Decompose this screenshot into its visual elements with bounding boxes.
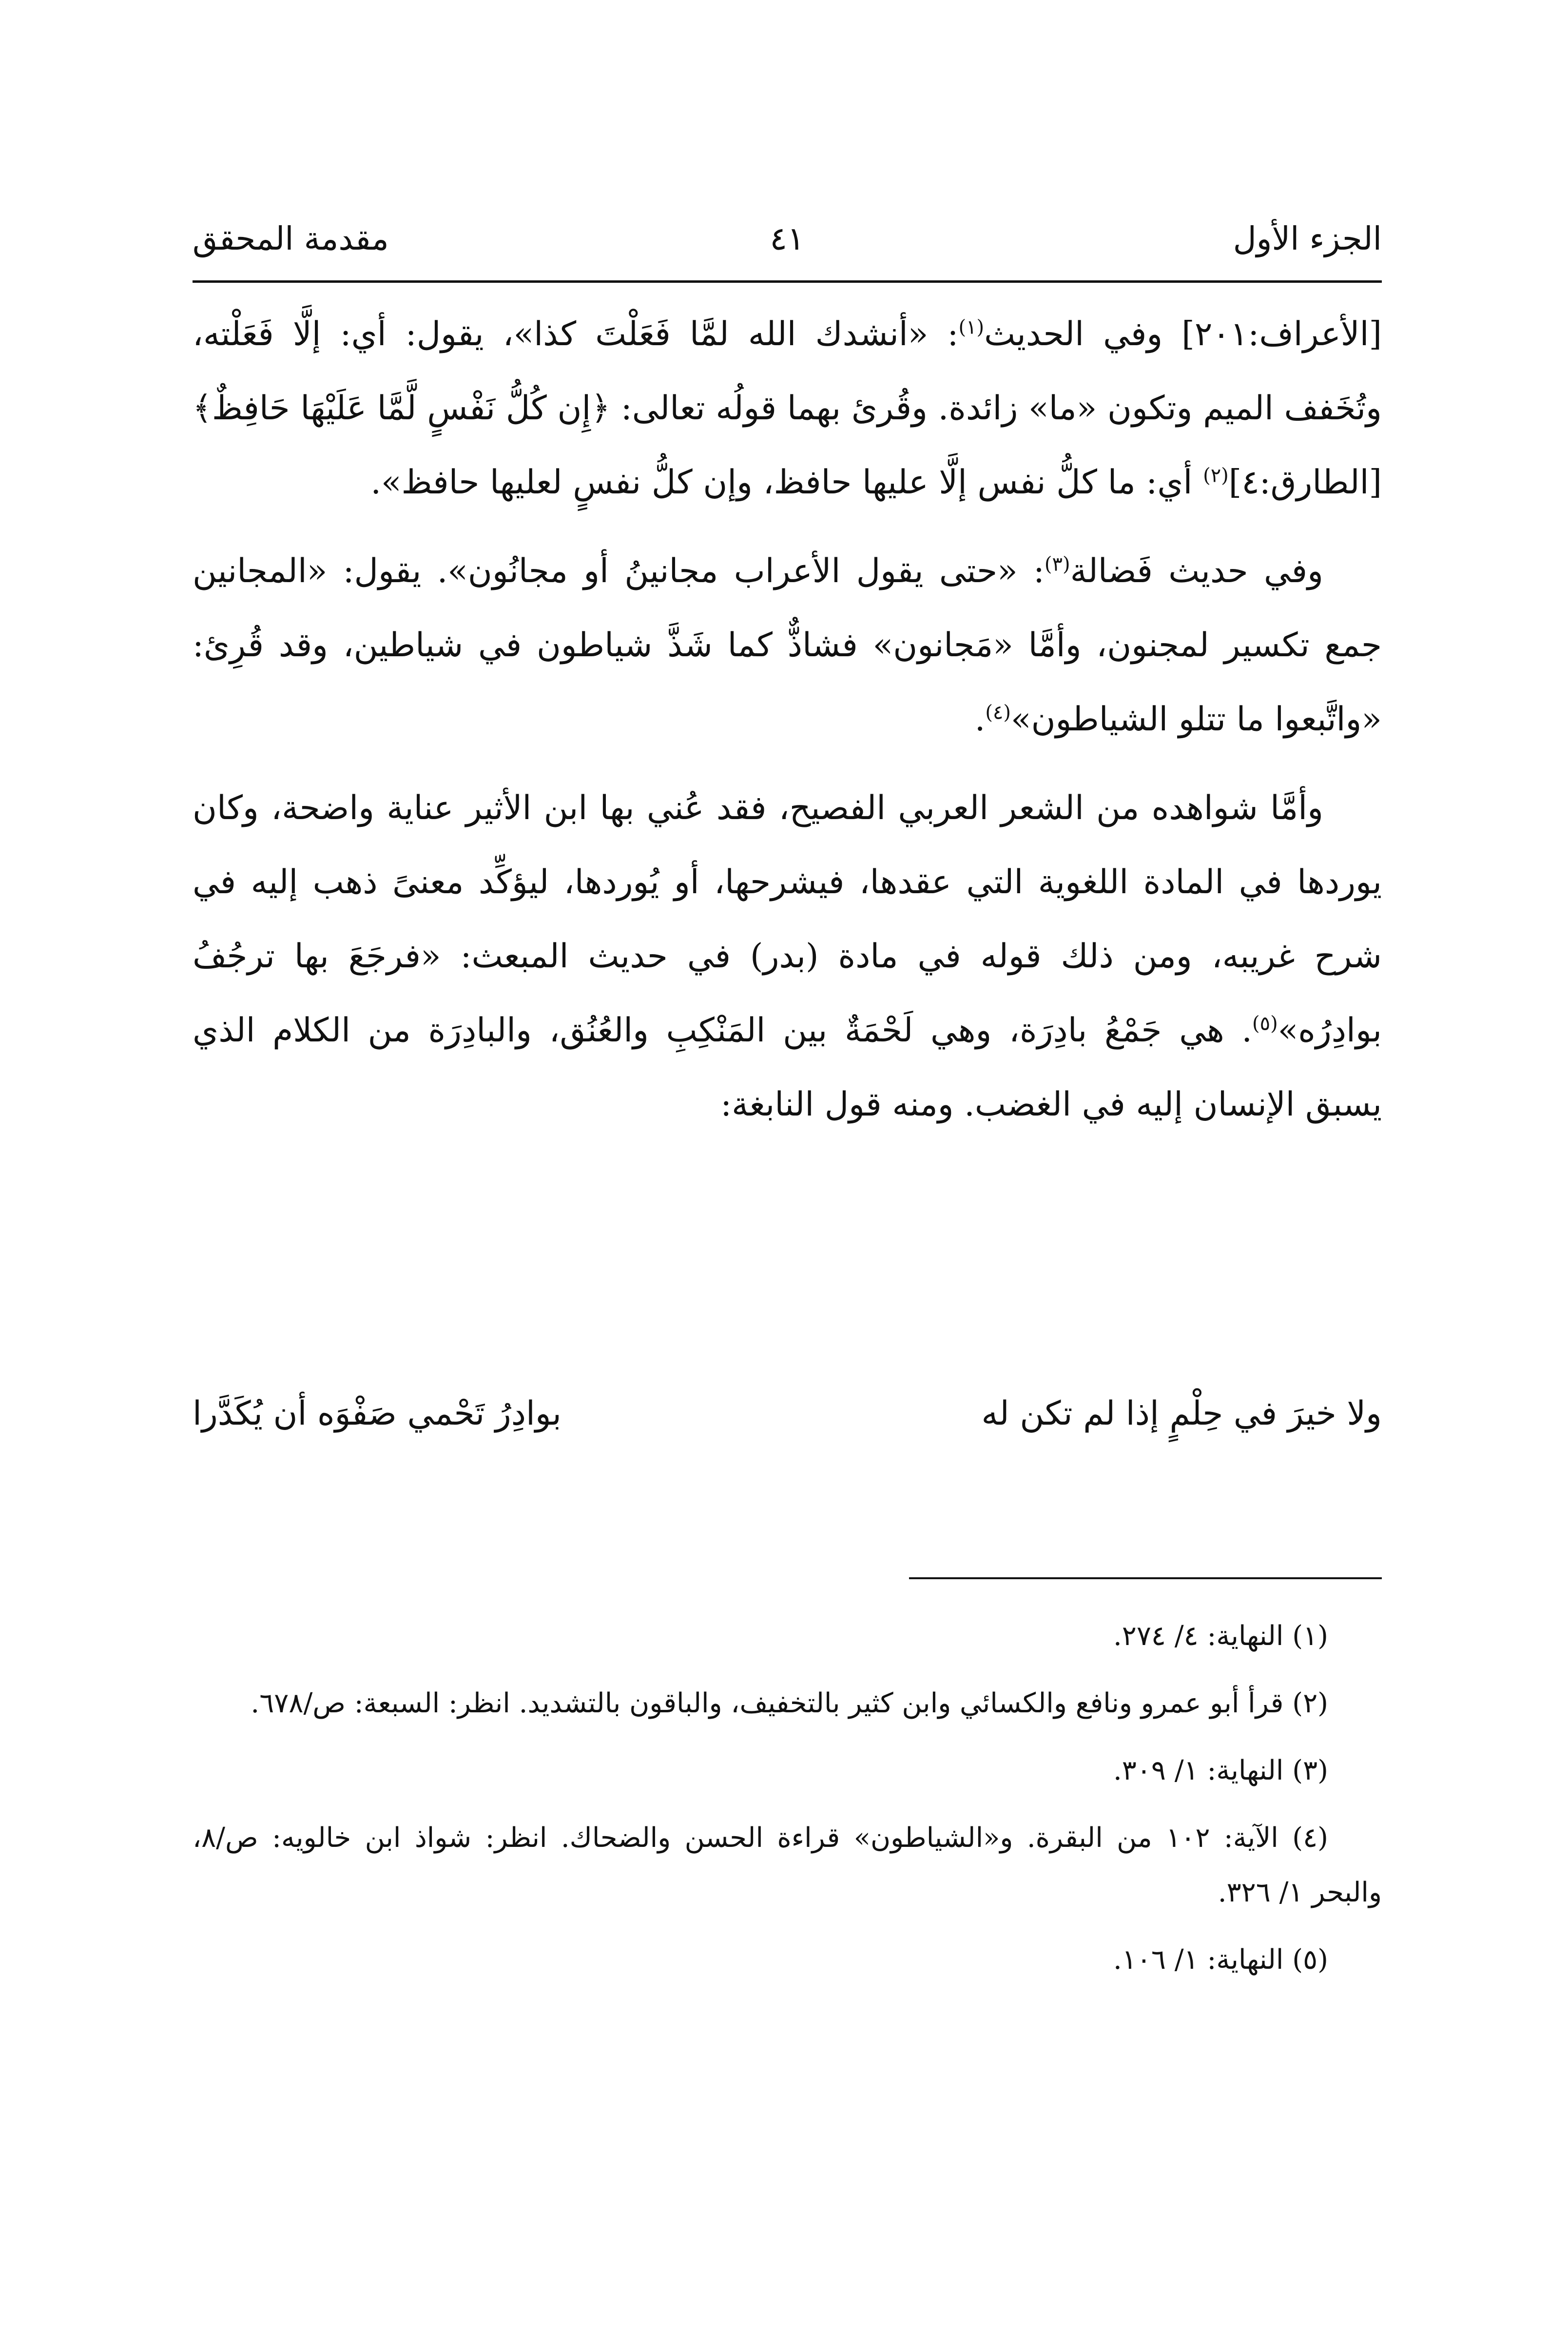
para2-text-b: : «حتى يقول الأعراب مجانينُ أو مجانُون». يقول: «المجانين جمع تكسير لمجنون، وأمَّا «مَجانون» فشاذٌّ كما شَذَّ شياطون في شياطين، وقد قُرِئ: «واتَّبعوا ما تتلو الشياطون» <box>193 552 1382 739</box>
footnotes <box>193 1609 1382 2000</box>
para2-text-a: وفي حديث فَضالة <box>1070 552 1324 590</box>
footnote-ref-4: (٤) <box>985 701 1011 724</box>
footnote-4: (٤) الآية: ١٠٢ من البقرة. و«الشياطون» قراءة الحسن والضحاك. انظر: شواذ ابن خالويه: ص/٨، والبحر ١/ ٣٢٦. <box>193 1822 1382 1908</box>
verse-first-hemistich: ولا خيرَ في حِلْمٍ إذا لم تكن له <box>981 1394 1382 1433</box>
paragraph-1 <box>193 297 1382 520</box>
para1-text-c: أي: ما كلُّ نفس إلَّا عليها حافظ، وإن كلُّ نفسٍ لعليها حافظ». <box>370 463 1203 502</box>
running-header <box>193 215 1382 278</box>
para2-text-c: . <box>974 700 986 739</box>
header-divider <box>193 280 1382 283</box>
main-text <box>193 297 1382 1156</box>
paragraph-2 <box>193 534 1382 757</box>
section-title: مقدمة المحقق <box>193 220 389 257</box>
footnote-ref-5: (٥) <box>1252 1012 1278 1035</box>
footnote-5: (٥) النهاية: ١/ ١٠٦. <box>1113 1944 1328 1976</box>
verse-second-hemistich: بوادِرُ تَحْمي صَفْوَه أن يُكَدَّرا <box>193 1394 561 1433</box>
footnote-ref-3: (٣) <box>1044 553 1070 576</box>
footnote-2: (٢) قرأ أبو عمرو ونافع والكسائي وابن كثير بالتخفيف، والباقون بالتشديد. انظر: السبعة: ص/٦٧٨. <box>251 1687 1328 1719</box>
footnote-ref-1: (١) <box>958 316 985 339</box>
para1-text-b: : «أنشدك الله لمَّا فَعَلْتَ كذا»، يقول: أي: إلَّا فَعَلْته، وتُخَفف الميم وتكون «ما» زائدة. وقُرئ بهما قولُه تعالى: ﴿إِن كُلُّ نَفْسٍ لَّمَّا عَلَيْهَا حَافِظٌ﴾ [الطارق:٤] <box>193 315 1382 502</box>
paragraph-3 <box>193 771 1382 1142</box>
footnote-ref-2: (٢) <box>1203 464 1229 487</box>
para1-text-a: [الأعراف:٢٠١] وفي الحديث <box>984 315 1382 353</box>
footnote-1: (١) النهاية: ٤/ ٢٧٤. <box>1113 1620 1328 1652</box>
page-number: ٤١ <box>770 220 805 257</box>
para3-text-a: وأمَّا شواهده من الشعر العربي الفصيح، فقد عُني بها ابن الأثير عناية واضحة، وكان يوردها في المادة اللغوية التي عقدها، فيشرحها، أو يُوردها، ليؤكِّد معنىً ذهب إليه في شرح غريبه، ومن ذلك قوله في مادة (بدر) في حديث المبعث: «فرجَعَ بها ترجُفُ بوادِرُه» <box>193 789 1382 1050</box>
footnote-divider <box>909 1577 1382 1579</box>
footnote-3: (٣) النهاية: ١/ ٣٠٩. <box>1113 1755 1328 1786</box>
volume-title: الجزء الأول <box>1233 220 1382 257</box>
para3-text-b: . هي جَمْعُ بادِرَة، وهي لَحْمَةٌ بين المَنْكِبِ والعُنُق، والبادِرَة من الكلام الذي يسبق الإنسان إليه في الغضب. ومنه قول النابغة: <box>193 1011 1382 1124</box>
